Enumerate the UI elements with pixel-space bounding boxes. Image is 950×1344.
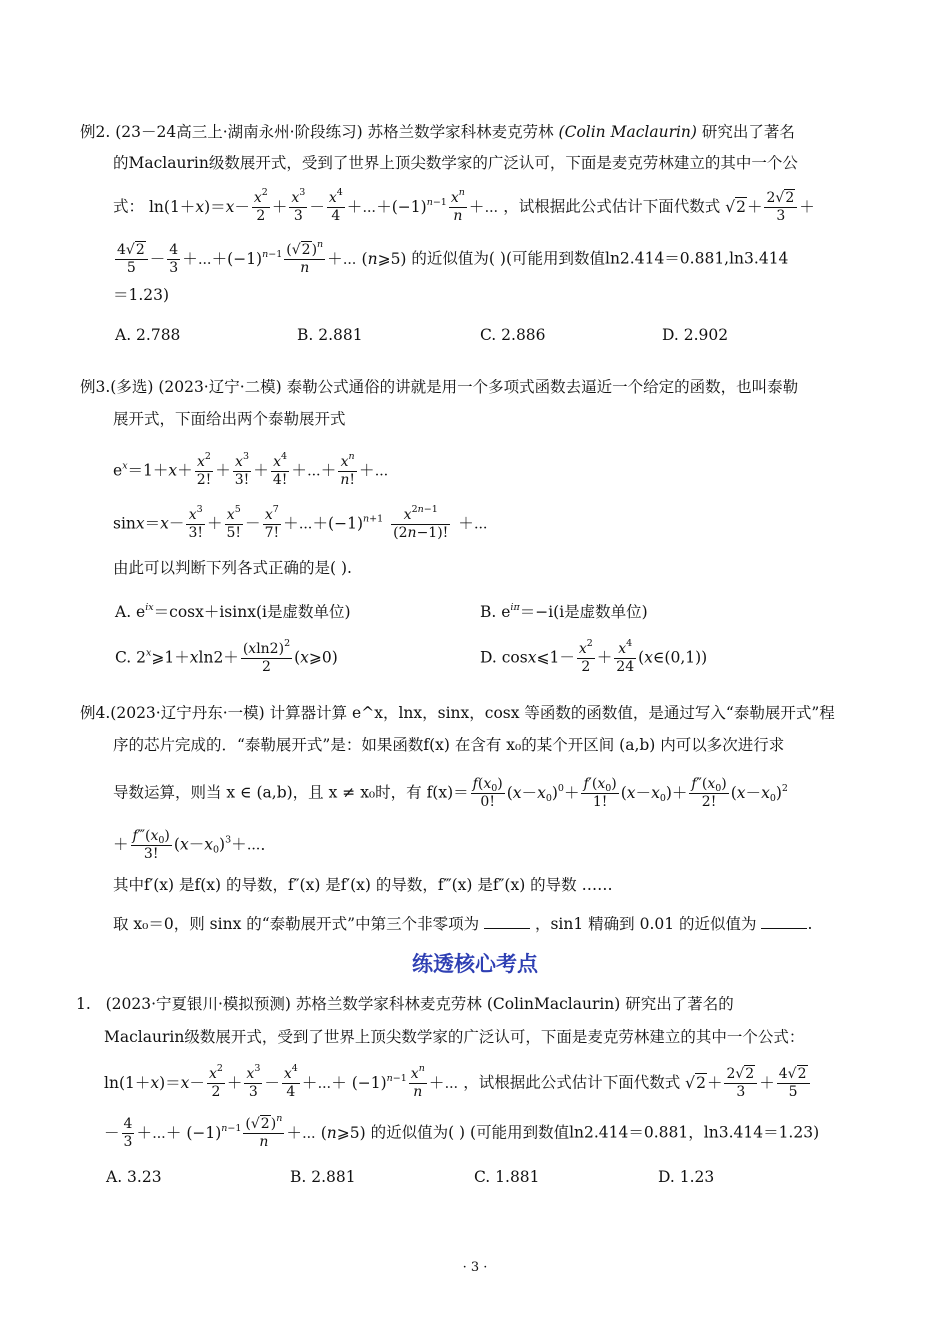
ex3-label: 例3. bbox=[80, 378, 111, 396]
ex2-line5: ＝1.23) bbox=[113, 286, 170, 304]
ex2-line4-tail: 的近似值为( )(可能用到数值ln2.414＝0.881,ln3.414 bbox=[411, 249, 789, 268]
ex2-line3-pre: 式： bbox=[113, 197, 145, 216]
ex4-line6 bbox=[113, 913, 812, 935]
ex2-label: 例2. bbox=[80, 123, 111, 141]
q1-formula-ln: ln(1＋x)＝x－ $\frac{x^2}{2}$ ＋ $\frac{x^3}{3}$ － $\frac{x^4}{4}$ ＋⋯＋ $(-1)^{n-1}$ $\frac{x^n}{n}$ ＋⋯ bbox=[104, 1063, 459, 1100]
q1-option-b: B. 2.881 bbox=[290, 1168, 356, 1186]
ex2-formula-ln: ln(1＋x)＝x－ $\frac{x^2}{2}$ ＋ $\frac{x^3}{3}$ － $\frac{x^4}{4}$ $+\cdots+(-1)^{n-1}$ $\frac{x^n}{n}$ ＋⋯ bbox=[148, 187, 499, 224]
ex2-source: (23－24高三上·湖南永州·阶段练习) bbox=[115, 123, 363, 141]
ex2-line3-tail: ，试根据此公式估计下面代数式 bbox=[503, 197, 721, 216]
ex2-name: (Colin Maclaurin) bbox=[558, 123, 697, 141]
ex4-line3 bbox=[113, 776, 788, 811]
ex2-option-b: B. 2.881 bbox=[297, 326, 363, 344]
ex2-text1: 苏格兰数学家科林麦克劳林 bbox=[367, 123, 554, 141]
q1-line3 bbox=[104, 1063, 812, 1101]
ex4-taylor-formula: $\frac{f(x_0)}{0!}$ $(x-x_0)^0+$ $\frac{f'(x_0)}{1!}$ $(x-x_0)+$ $\frac{f''(x_0)}{2!}$ $(x-x_0)^2$ bbox=[472, 776, 788, 810]
ex4-line6-pre: 取 x₀＝0，则 sinx 的“泰勒展开式”中第三个非零项为 bbox=[113, 915, 480, 933]
ex3-opt-d-label: D. bbox=[480, 648, 497, 667]
q1-expr-part1: √2＋ $\frac{2√2}{3}$ ＋ $\frac{4√2}{5}$ bbox=[685, 1074, 811, 1092]
ex4-text1: (2023·辽宁丹东·一模) 计算器计算 e^x，lnx，sinx，cosx 等函数的函数值，是通过写入“泰勒展开式”程 bbox=[110, 704, 835, 722]
ex2-line3 bbox=[113, 187, 815, 225]
ex3-opt-a-prefix: A. e bbox=[115, 603, 146, 621]
ex2-option-d: D. 2.902 bbox=[662, 326, 729, 344]
section-title: 练透核心考点 bbox=[412, 952, 538, 976]
ex2-expr-part2: $\frac{4√2}{5}$ － $\frac{4}{3}$ $+\cdots+(-1)^{n-1}$ $\frac{(√2)^n}{n}$ ＋⋯ (n⩾5) bbox=[117, 239, 407, 276]
ex4-line1 bbox=[80, 702, 835, 724]
q1-line2: Maclaurin级数展开式，受到了世界上顶尖数学家的广泛认可，下面是麦克劳林建立的其中一个公式： bbox=[104, 1028, 805, 1046]
ex4-line6-mid: ，sin1 精确到 0.01 的近似值为 bbox=[534, 915, 757, 933]
q1-option-c: C. 1.881 bbox=[474, 1168, 540, 1186]
ex4-line4: ＋ $\frac{f‴(x_0)}{3!}$ $(x-x_0)^3+\cdots$． bbox=[113, 828, 277, 862]
ex4-label: 例4. bbox=[80, 704, 111, 722]
ex4-line5: 其中f′(x) 是f(x) 的导数，f″(x) 是f′(x) 的导数，f‴(x) 是f″(x) 的导数 …… bbox=[113, 876, 613, 894]
ex3-line1 bbox=[80, 376, 798, 398]
ex2-line2: 的Maclaurin级数展开式，受到了世界上顶尖数学家的广泛认可，下面是麦克劳林建立的其中一个公 bbox=[113, 154, 798, 172]
ex3-formula-exp: $e^x=1+x+$ $\frac{x^2}{2!}$ ＋ $\frac{x^3}{3!}$ ＋ $\frac{x^4}{4!}$ ＋⋯＋ $\frac{x^n}{n!}$ ＋⋯ bbox=[113, 451, 389, 488]
ex2-option-a: A. 2.788 bbox=[115, 326, 181, 344]
ex2-option-c: C. 2.886 bbox=[480, 326, 546, 344]
ex3-line2: 展开式，下面给出两个泰勒展开式 bbox=[113, 410, 346, 428]
ex3-formula-sin: sinx＝x－ $\frac{x^3}{3!}$ ＋ $\frac{x^5}{5!}$ － $\frac{x^7}{7!}$ $+\cdots+(-1)^{n+1}$ $\frac{x^{2n-1}}{(2n-1)!}$ ＋⋯ bbox=[113, 504, 488, 541]
q1-line1 bbox=[76, 993, 734, 1015]
ex2-line4 bbox=[113, 239, 789, 277]
page-number: · 3 · bbox=[462, 1260, 488, 1275]
ex4-line2: 序的芯片完成的．“泰勒展开式”是：如果函数f(x) 在含有 x₀的某个开区间 (a,b) 内可以多次进行求 bbox=[113, 736, 785, 754]
ex2-text1-end: 研究出了著名 bbox=[701, 123, 795, 141]
ex4-line6-end: . bbox=[807, 915, 813, 933]
q1-line4-tail: 的近似值为( ) (可能用到数值ln2.414＝0.881，ln3.414＝1.23) bbox=[370, 1123, 820, 1142]
ex3-option-b: B. $e^{i\pi}=-i(i$是虚数单位) bbox=[480, 602, 648, 621]
answer-blank-2[interactable] bbox=[761, 914, 807, 929]
q1-text1: (2023·宁夏银川·模拟预测) 苏格兰数学家科林麦克劳林 (ColinMaclaurin) 研究出了著名的 bbox=[105, 995, 734, 1013]
ex3-question: 由此可以判断下列各式正确的是( ). bbox=[113, 559, 352, 577]
q1-expr-part2: － $\frac{4}{3}$ ＋⋯＋ $(-1)^{n-1}$ $\frac{(√2)^n}{n}$ ＋⋯ (n⩾5) bbox=[104, 1113, 366, 1150]
ex3-opt-a-rest: ＝cosx＋isinx(i是虚数单位) bbox=[153, 603, 351, 621]
q1-option-a: A. 3.23 bbox=[106, 1168, 162, 1186]
q1-option-d: D. 1.23 bbox=[658, 1168, 715, 1186]
ex2-expr-part1: √2＋ $\frac{2√2}{3}$ ＋ bbox=[725, 190, 815, 224]
answer-blank-1[interactable] bbox=[484, 914, 530, 929]
q1-line4 bbox=[104, 1113, 820, 1151]
q1-line3-tail: ，试根据此公式估计下面代数式 bbox=[463, 1073, 681, 1092]
ex3-opt-c-label: C. bbox=[115, 648, 132, 667]
ex3-opt-b-prefix: B. e bbox=[480, 603, 511, 621]
ex3-opt-b-rest: ＝−i(i是虚数单位) bbox=[519, 603, 648, 621]
ex4-line3-pre: 导数运算，则当 x ∈ (a,b)，且 x ≠ x₀时，有 f(x)＝ bbox=[113, 783, 469, 802]
ex3-text1: (多选) (2023·辽宁·二模) 泰勒公式通俗的讲就是用一个多项式函数去逼近一个给定的函数，也叫泰勒 bbox=[110, 378, 799, 396]
ex3-option-c: C. $2^x⩾1+xln2+$ $\frac{(xln2)^2}{2}$ (x⩾0) bbox=[115, 638, 338, 675]
ex3-option-a: A. $e^{ix}=\cos x+isinx(i$是虚数单位) bbox=[115, 602, 351, 621]
ex2-line1 bbox=[80, 121, 795, 143]
ex3-option-d: D. cosx⩽1－ $\frac{x^2}{2}$ ＋ $\frac{x^4}{24}$ (x∈(0,1)) bbox=[480, 638, 708, 675]
q1-label: 1. bbox=[76, 995, 91, 1013]
